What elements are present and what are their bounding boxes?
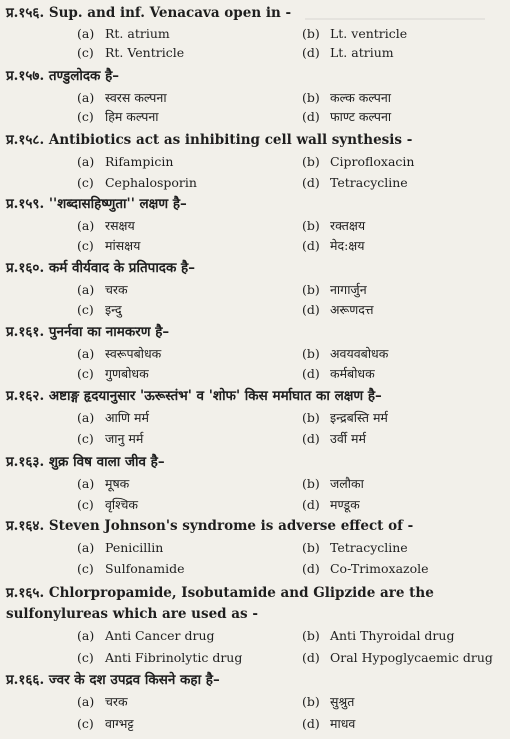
option-label: (b) — [302, 90, 320, 105]
option-d — [302, 109, 391, 125]
option-c — [77, 431, 143, 447]
option-text: स्वरस कल्पना — [104, 90, 167, 105]
option-label: (c) — [77, 45, 94, 60]
option-label: (b) — [302, 218, 320, 233]
option-label: (d) — [302, 366, 320, 381]
option-text: Rifampicin — [104, 154, 174, 169]
option-text: हिम कल्पना — [104, 109, 159, 124]
option-text: Cephalosporin — [104, 175, 197, 190]
option-c — [77, 497, 138, 513]
question-163 — [6, 454, 506, 471]
option-label: (a) — [77, 476, 95, 491]
option-text: चरक — [104, 282, 128, 297]
option-label: (d) — [302, 431, 320, 446]
option-text: मण्डूक — [329, 497, 360, 512]
question-number: प्र.१५६. — [6, 5, 45, 21]
option-label: (a) — [77, 346, 95, 361]
option-text: Tetracycline — [329, 175, 408, 190]
option-c — [77, 175, 197, 191]
option-text: स्वरूपबोधक — [104, 346, 162, 361]
option-text: Anti Thyroidal drug — [329, 628, 455, 643]
option-label: (a) — [77, 218, 95, 233]
question-166 — [6, 672, 506, 689]
option-label: (c) — [77, 561, 94, 576]
option-b — [302, 154, 414, 170]
option-text: अवयवबोधक — [329, 346, 389, 361]
option-c — [77, 302, 122, 318]
option-text: चरक — [104, 694, 128, 709]
option-a — [77, 154, 173, 170]
option-label: (b) — [302, 282, 320, 297]
question-text: ज्वर के दश उपद्रव किसने कहा है– — [48, 672, 220, 688]
question-number: प्र.१६०. — [6, 260, 45, 276]
option-text: गुणबोधक — [104, 366, 149, 381]
option-d — [302, 366, 375, 382]
option-text: मांसक्षय — [104, 238, 141, 253]
option-d — [302, 431, 366, 447]
option-text: माधव — [329, 716, 356, 731]
option-label: (d) — [302, 497, 320, 512]
option-d — [302, 497, 360, 513]
question-text: ''शब्दासहिष्णुता'' लक्षण है– — [48, 196, 187, 212]
option-label: (b) — [302, 476, 320, 491]
option-label: (c) — [77, 497, 94, 512]
option-b — [302, 628, 454, 644]
option-a — [77, 218, 135, 234]
option-label: (d) — [302, 238, 320, 253]
option-label: (b) — [302, 694, 320, 709]
question-text: Sup. and inf. Venacava open in - — [48, 5, 292, 21]
question-number: प्र.१५८. — [6, 132, 45, 148]
option-text: सुश्रुत — [329, 694, 355, 709]
option-d — [302, 302, 374, 318]
option-text: Anti Fibrinolytic drug — [104, 650, 243, 665]
option-a — [77, 26, 170, 42]
option-label: (d) — [302, 109, 320, 124]
question-157 — [6, 68, 506, 85]
option-label: (a) — [77, 410, 95, 425]
question-number: प्र.१६६. — [6, 672, 45, 688]
option-text: Tetracycline — [329, 540, 408, 555]
option-text: मूषक — [104, 476, 130, 491]
option-text: कल्क कल्पना — [329, 90, 392, 105]
option-text: Rt. atrium — [104, 26, 170, 41]
option-text: कर्मबोधक — [329, 366, 375, 381]
option-text: नागार्जुन — [329, 282, 367, 297]
question-156 — [6, 5, 506, 22]
option-a — [77, 694, 128, 710]
option-c — [77, 109, 159, 125]
option-label: (d) — [302, 45, 320, 60]
question-text: पुनर्नवा का नामकरण है– — [48, 324, 170, 340]
question-text: Antibiotics act as inhibiting cell wall synthesis - — [48, 132, 413, 148]
option-text: उर्वी मर्म — [329, 431, 366, 446]
option-label: (a) — [77, 540, 95, 555]
option-label: (c) — [77, 431, 94, 446]
question-number: प्र.१६५. — [6, 585, 45, 601]
option-text: इन्दु — [104, 302, 122, 317]
option-text: फाण्ट कल्पना — [329, 109, 392, 124]
option-a — [77, 540, 163, 556]
option-label: (a) — [77, 282, 95, 297]
option-d — [302, 45, 394, 61]
option-c — [77, 366, 149, 382]
option-b — [302, 218, 365, 234]
option-text: आणि मर्म — [104, 410, 149, 425]
option-label: (b) — [302, 26, 320, 41]
option-label: (b) — [302, 540, 320, 555]
option-text: Lt. atrium — [329, 45, 394, 60]
option-text: रक्तक्षय — [329, 218, 366, 233]
question-162 — [6, 388, 506, 405]
option-text: इन्द्रबस्ति मर्म — [329, 410, 388, 425]
option-c — [77, 650, 242, 666]
question-text: तण्डुलोदक है– — [48, 68, 119, 84]
option-a — [77, 282, 128, 298]
question-text: शुक्र विष वाला जीव है– — [48, 454, 165, 470]
option-d — [302, 561, 429, 577]
option-text: Lt. ventricle — [329, 26, 408, 41]
option-a — [77, 628, 215, 644]
option-text: Anti Cancer drug — [104, 628, 215, 643]
option-b — [302, 410, 388, 426]
option-b — [302, 540, 408, 556]
option-text: Oral Hypoglycaemic drug — [329, 650, 493, 665]
option-label: (b) — [302, 154, 320, 169]
option-a — [77, 476, 129, 492]
option-label: (a) — [77, 26, 95, 41]
question-number: प्र.१६२. — [6, 388, 45, 404]
option-c — [77, 238, 140, 254]
option-text: Penicillin — [104, 540, 164, 555]
question-164 — [6, 518, 506, 535]
option-b — [302, 694, 354, 710]
question-number: प्र.१६१. — [6, 324, 45, 340]
question-161 — [6, 324, 506, 341]
option-label: (c) — [77, 238, 94, 253]
question-text: Steven Johnson's syndrome is adverse effect of - — [48, 518, 414, 534]
question-165 — [6, 583, 504, 625]
option-c — [77, 45, 184, 61]
option-label: (a) — [77, 628, 95, 643]
option-label: (d) — [302, 175, 320, 190]
option-label: (a) — [77, 694, 95, 709]
option-text: Rt. Ventricle — [104, 45, 185, 60]
question-159 — [6, 196, 506, 213]
option-b — [302, 282, 367, 298]
option-label: (d) — [302, 561, 320, 576]
option-text: Sulfonamide — [104, 561, 185, 576]
option-d — [302, 238, 365, 254]
option-a — [77, 410, 149, 426]
question-number: प्र.१६४. — [6, 518, 45, 534]
option-c — [77, 716, 134, 732]
question-number: प्र.१६३. — [6, 454, 45, 470]
option-d — [302, 175, 408, 191]
option-label: (d) — [302, 650, 320, 665]
option-label: (a) — [77, 90, 95, 105]
option-b — [302, 476, 364, 492]
option-label: (c) — [77, 175, 94, 190]
option-text: अरूणदत्त — [329, 302, 374, 317]
question-160 — [6, 260, 506, 277]
option-label: (c) — [77, 302, 94, 317]
option-label: (b) — [302, 346, 320, 361]
option-a — [77, 346, 161, 362]
question-number: प्र.१५९. — [6, 196, 45, 212]
option-text: वृश्चिक — [104, 497, 139, 512]
option-a — [77, 90, 167, 106]
option-b — [302, 346, 388, 362]
option-label: (c) — [77, 109, 94, 124]
option-label: (d) — [302, 302, 320, 317]
option-label: (b) — [302, 410, 320, 425]
option-label: (d) — [302, 716, 320, 731]
option-text: Co-Trimoxazole — [329, 561, 429, 576]
option-label: (a) — [77, 154, 95, 169]
question-158 — [6, 132, 506, 149]
option-text: वाग्भट्ट — [104, 716, 134, 731]
option-c — [77, 561, 185, 577]
option-d — [302, 716, 355, 732]
option-b — [302, 90, 391, 106]
option-text: रसक्षय — [104, 218, 135, 233]
option-label: (c) — [77, 716, 94, 731]
option-d — [302, 650, 493, 666]
option-label: (c) — [77, 650, 94, 665]
option-text: जलौका — [329, 476, 364, 491]
option-label: (c) — [77, 366, 94, 381]
option-text: जानु मर्म — [104, 431, 144, 446]
question-number: प्र.१५७. — [6, 68, 45, 84]
option-text: Ciprofloxacin — [329, 154, 415, 169]
question-text: अष्टाङ्ग हृदयानुसार 'ऊरूस्तंभ' व 'शोफ' किस मर्माघात का लक्षण है– — [48, 388, 382, 404]
option-b — [302, 26, 407, 42]
option-text: मेद:क्षय — [329, 238, 365, 253]
question-text: कर्म वीर्यवाद के प्रतिपादक है– — [48, 260, 195, 276]
question-text: Chlorpropamide, Isobutamide and Glipzide are the sulfonylureas which are used as - — [6, 585, 434, 622]
option-label: (b) — [302, 628, 320, 643]
